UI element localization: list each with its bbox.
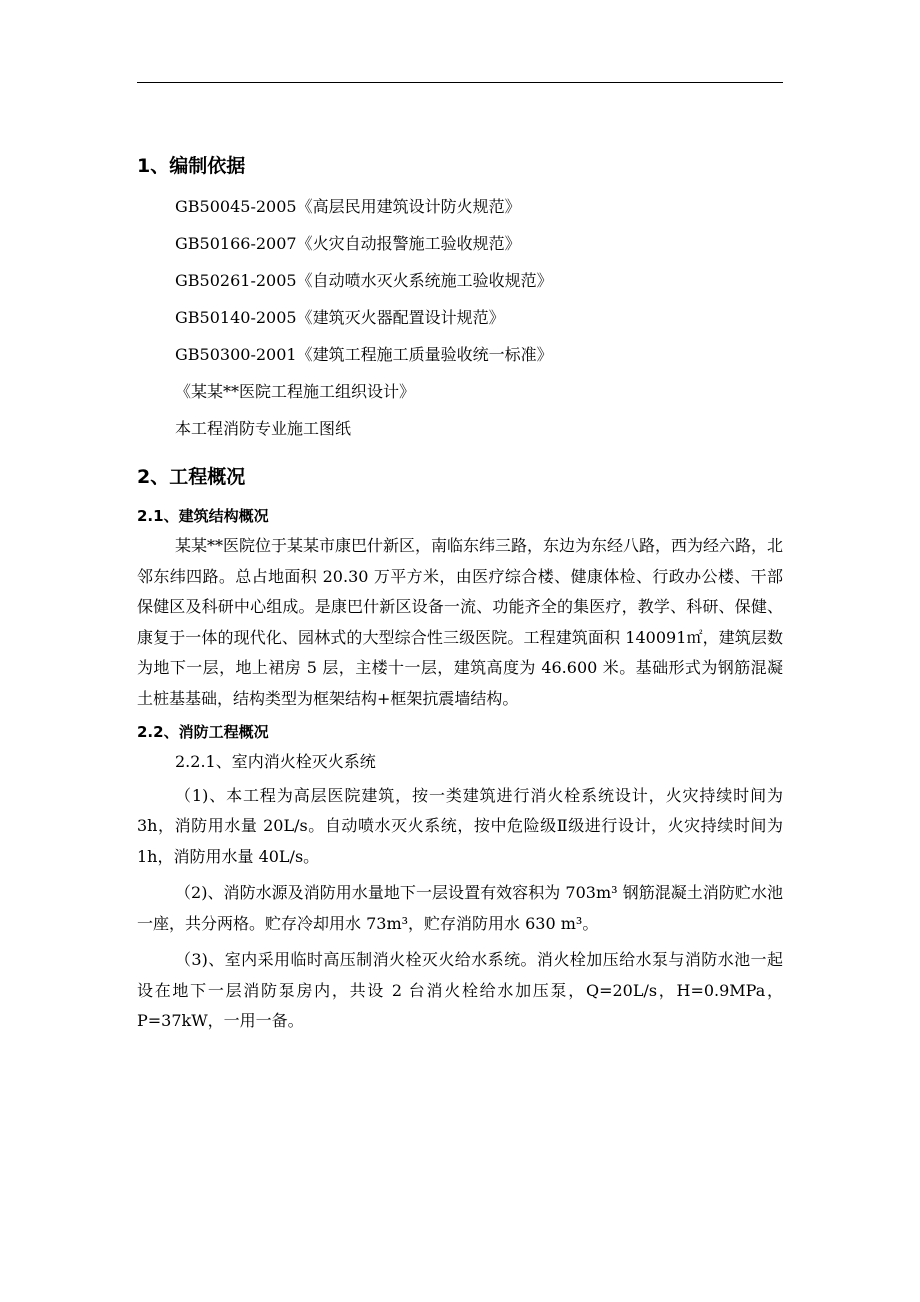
header-rule: [137, 82, 783, 83]
section-1-heading: 1、编制依据: [137, 155, 246, 177]
reference-item: 本工程消防专业施工图纸: [175, 419, 352, 438]
fire-item-3: （3)、室内采用临时高压制消火栓灭火给水系统。消火栓加压给水泵与消防水池一起设在地下一层消防泵房内，共设 2 台消火栓给水加压泵，Q=20L/s，H=0.9MPa，P=37kW，一用一备。: [137, 950, 783, 1031]
reference-item: GB50261-2005《自动喷水灭火系统施工验收规范》: [175, 271, 553, 290]
fire-item-1: （1)、本工程为高层医院建筑，按一类建筑进行消火栓系统设计，火灾持续时间为 3h，消防用水量 20L/s。自动喷水灭火系统，按中危险级Ⅱ级进行设计，火灾持续时间为 1h，消防用水量 40L/s。: [137, 785, 783, 866]
reference-item: GB50045-2005《高层民用建筑设计防火规范》: [175, 197, 521, 216]
reference-item: GB50300-2001《建筑工程施工质量验收统一标准》: [175, 345, 553, 364]
reference-item: GB50166-2007《火灾自动报警施工验收规范》: [175, 234, 521, 253]
building-overview-paragraph: 某某**医院位于某某市康巴什新区，南临东纬三路，东边为东经八路，西为经六路，北邻东纬四路。总占地面积 20.30 万平方米，由医疗综合楼、健康体检、行政办公楼、干部保健区及科研中心组成。是康巴什新区设备一流、功能齐全的集医疗，教学、科研、保健、康复于一体的现代化、园林式的大型综合性三级医院。工程建筑面积 140091㎡，建筑层数为地下一层，地上裙房 5 层，主楼十一层，建筑高度为 46.600 米。基础形式为钢筋混凝土桩基基础，结构类型为框架结构+框架抗震墙结构。: [137, 536, 784, 708]
section-2-heading: 2、工程概况: [137, 466, 246, 488]
subsection-2-2-heading: 2.2、消防工程概况: [137, 722, 269, 741]
reference-item: 《某某**医院工程施工组织设计》: [175, 382, 416, 401]
subsection-2-1-heading: 2.1、建筑结构概况: [137, 507, 269, 525]
reference-item: GB50140-2005《建筑灭火器配置设计规范》: [175, 308, 505, 327]
fire-item-2: （2)、消防水源及消防用水量地下一层设置有效容积为 703m³ 钢筋混凝土消防贮水池一座，共分两格。贮存冷却用水 73m³，贮存消防用水 630 m³。: [137, 883, 783, 933]
subsection-2-2-1-heading: 2.2.1、室内消火栓灭火系统: [175, 751, 376, 771]
reference-list: [137, 188, 783, 447]
document-body: [137, 150, 783, 1037]
